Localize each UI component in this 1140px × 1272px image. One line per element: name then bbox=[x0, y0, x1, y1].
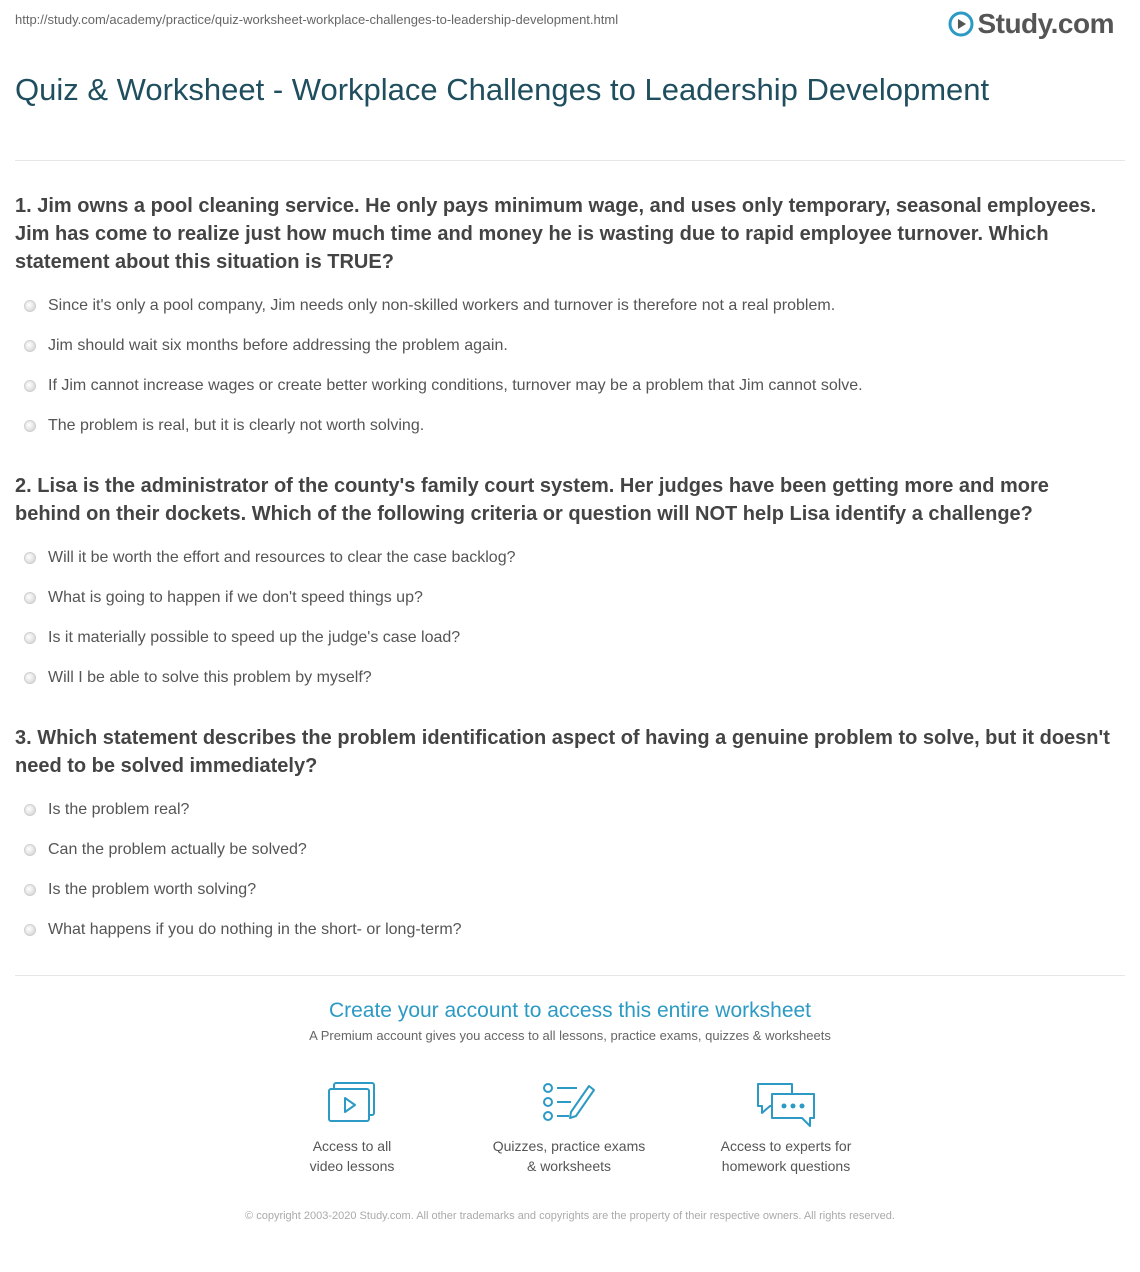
radio-button[interactable] bbox=[24, 632, 36, 644]
answer-option[interactable] bbox=[15, 658, 1115, 698]
radio-button[interactable] bbox=[24, 380, 36, 392]
radio-button[interactable] bbox=[24, 340, 36, 352]
answer-label: Is the problem real? bbox=[48, 801, 190, 818]
question-text: 3. Which statement describes the problem identification aspect of having a genuine problem to solve, but it doesn't need to be solved immediately? bbox=[15, 727, 1110, 777]
answer-label: Since it's only a pool company, Jim needs only non-skilled workers and turnover is therefore not a real problem. bbox=[48, 297, 836, 314]
title-divider bbox=[15, 160, 1125, 161]
answer-label: Jim should wait six months before addressing the problem again. bbox=[48, 337, 508, 354]
video-lessons-icon bbox=[326, 1080, 378, 1124]
question-1 bbox=[15, 192, 1115, 446]
question-2 bbox=[15, 472, 1115, 698]
answer-option[interactable] bbox=[15, 830, 1115, 870]
answer-option[interactable] bbox=[15, 326, 1115, 366]
answer-label: What is going to happen if we don't speed things up? bbox=[48, 589, 423, 606]
features-row bbox=[0, 1080, 1140, 1180]
chat-experts-icon bbox=[754, 1080, 818, 1130]
question-3 bbox=[15, 724, 1115, 950]
question-text: 1. Jim owns a pool cleaning service. He only pays minimum wage, and uses only temporary, seasonal employees. Jim has come to realize just how much time and money he is wasting due to rapid employee turnover. Which statement about this situation is TRUE? bbox=[15, 195, 1097, 273]
answer-option[interactable] bbox=[15, 578, 1115, 618]
answer-label: The problem is real, but it is clearly not worth solving. bbox=[48, 417, 425, 434]
quiz-checklist-icon bbox=[541, 1080, 597, 1124]
page-url[interactable]: http://study.com/academy/practice/quiz-worksheet-workplace-challenges-to-leadership-development.html bbox=[15, 12, 619, 27]
answer-label: Will it be worth the effort and resources to clear the case backlog? bbox=[48, 549, 516, 566]
answer-option[interactable] bbox=[15, 366, 1115, 406]
answer-option[interactable] bbox=[15, 870, 1115, 910]
cta-subtitle: A Premium account gives you access to all lessons, practice exams, quizzes & worksheets bbox=[309, 1028, 831, 1043]
section-divider bbox=[15, 975, 1125, 976]
copyright-text: © copyright 2003-2020 Study.com. All other trademarks and copyrights are the property of their respective owners. All rights reserved. bbox=[245, 1210, 895, 1222]
logo-text: Study.com bbox=[977, 8, 1114, 39]
answer-list bbox=[15, 790, 1115, 950]
feature-quizzes bbox=[469, 1080, 669, 1176]
answer-label: What happens if you do nothing in the short- or long-term? bbox=[48, 921, 462, 938]
feature-experts bbox=[686, 1080, 886, 1176]
radio-button[interactable] bbox=[24, 420, 36, 432]
answer-list bbox=[15, 286, 1115, 446]
study-logo[interactable] bbox=[948, 8, 1114, 40]
feature-label: Access to experts for homework questions bbox=[720, 1138, 852, 1174]
answer-label: Will I be able to solve this problem by myself? bbox=[48, 669, 372, 686]
cta-link[interactable]: Create your account to access this entire worksheet bbox=[328, 999, 812, 1022]
radio-button[interactable] bbox=[24, 884, 36, 896]
top-bar bbox=[0, 0, 1140, 50]
answer-option[interactable] bbox=[15, 406, 1115, 446]
answer-option[interactable] bbox=[15, 618, 1115, 658]
radio-button[interactable] bbox=[24, 672, 36, 684]
feature-label: Quizzes, practice exams & worksheets bbox=[492, 1138, 646, 1174]
feature-label: Access to all video lessons bbox=[309, 1138, 395, 1174]
answer-option[interactable] bbox=[15, 910, 1115, 950]
answer-label: Is the problem worth solving? bbox=[48, 881, 257, 898]
radio-button[interactable] bbox=[24, 844, 36, 856]
radio-button[interactable] bbox=[24, 552, 36, 564]
answer-label: Can the problem actually be solved? bbox=[48, 841, 307, 858]
radio-button[interactable] bbox=[24, 592, 36, 604]
answer-option[interactable] bbox=[15, 286, 1115, 326]
radio-button[interactable] bbox=[24, 300, 36, 312]
answer-list bbox=[15, 538, 1115, 698]
answer-option[interactable] bbox=[15, 538, 1115, 578]
answer-option[interactable] bbox=[15, 790, 1115, 830]
page-title: Quiz & Worksheet - Workplace Challenges to Leadership Development bbox=[15, 72, 990, 107]
play-circle-icon bbox=[948, 11, 974, 37]
signup-cta bbox=[0, 998, 1140, 1043]
radio-button[interactable] bbox=[24, 804, 36, 816]
answer-label: Is it materially possible to speed up the judge's case load? bbox=[48, 629, 461, 646]
radio-button[interactable] bbox=[24, 924, 36, 936]
question-text: 2. Lisa is the administrator of the county's family court system. Her judges have been getting more and more behind on their dockets. Which of the following criteria or question will NOT help Lisa identify a challenge? bbox=[15, 475, 1049, 525]
answer-label: If Jim cannot increase wages or create better working conditions, turnover may be a problem that Jim cannot solve. bbox=[48, 377, 863, 394]
feature-video-lessons bbox=[252, 1080, 452, 1176]
